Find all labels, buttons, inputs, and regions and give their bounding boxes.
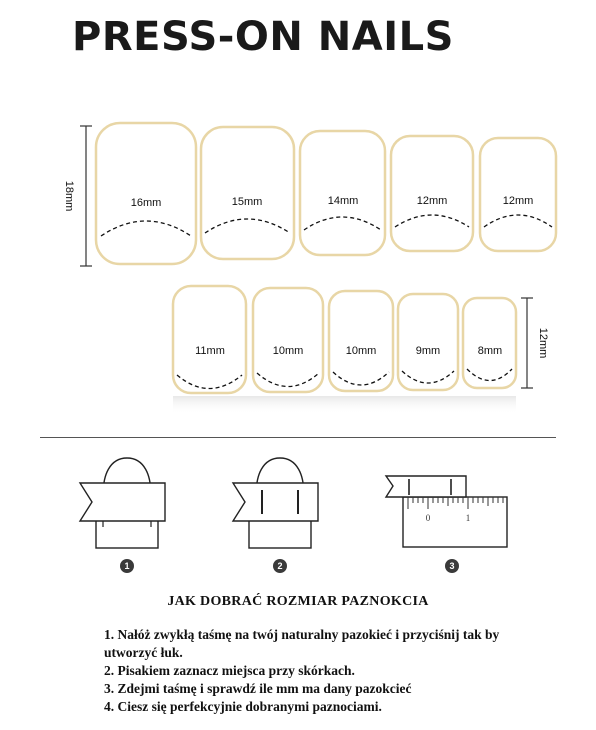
step-1-badge xyxy=(120,559,134,573)
nail-size-label: 8mm xyxy=(477,345,503,357)
nail-size-label: 16mm xyxy=(130,197,162,209)
step-3-number: 3 xyxy=(449,561,455,571)
step-2-number: 2 xyxy=(277,561,283,571)
bottom-row-height-label: 12mm xyxy=(537,327,549,359)
nail-size-label: 12mm xyxy=(502,195,534,207)
instructions-title: JAK DOBRAĆ ROZMIAR PAZNOKCIA xyxy=(167,594,429,609)
nail-size-label: 11mm xyxy=(195,345,225,357)
step-1-illustration xyxy=(80,458,165,548)
nail-size-label: 9mm xyxy=(415,345,441,357)
nail-size-label: 12mm xyxy=(416,195,448,207)
step-3-badge xyxy=(445,559,459,573)
step-2-badge xyxy=(273,559,287,573)
nail-size-label: 10mm xyxy=(345,345,377,357)
instruction-step-3: 3. Zdejmi taśmę i sprawdź ile mm ma dany pazokcieć xyxy=(104,681,412,696)
nail-size-label: 15mm xyxy=(231,196,263,208)
top-row-height-label: 18mm xyxy=(63,180,75,212)
instruction-step-4: 4. Ciesz się perfekcyjnie dobranymi paznociami. xyxy=(104,699,382,714)
nail-size-label: 14mm xyxy=(327,195,359,207)
page-title: PRESS-ON NAILS xyxy=(72,14,454,60)
instruction-step-1: 1. Nałóż zwykłą taśmę na twój naturalny pazokieć i przyciśnij tak by utworzyć łuk. xyxy=(104,627,500,660)
instruction-step-2: 2. Pisakiem zaznacz miejsca przy skórkach. xyxy=(104,663,355,678)
step-2-illustration xyxy=(233,458,318,548)
ruler-zero-label: 0 xyxy=(425,513,431,523)
instructions-list xyxy=(104,626,524,716)
nail-size-label: 10mm xyxy=(272,345,304,357)
step-3-illustration xyxy=(386,476,507,547)
step-1-number: 1 xyxy=(124,561,130,571)
ruler-one-label: 1 xyxy=(465,513,471,523)
